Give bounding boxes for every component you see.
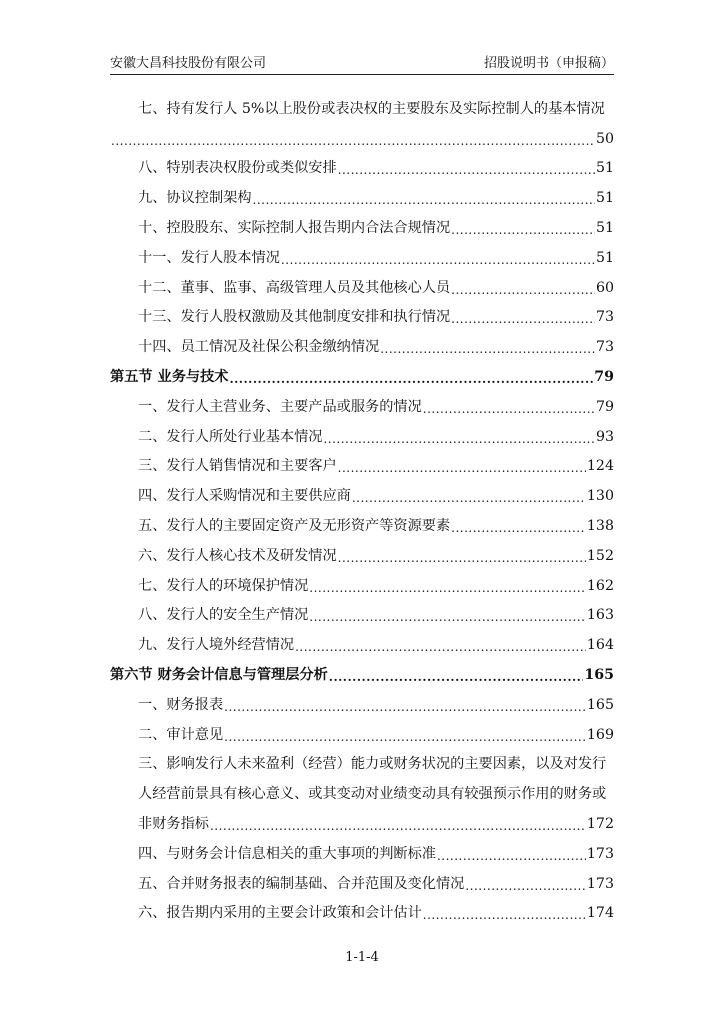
document-title: 招股说明书（申报稿） <box>483 56 614 71</box>
toc-dot-leader <box>281 249 595 267</box>
toc-entry[interactable] <box>110 624 614 654</box>
toc-entry-page: 51 <box>595 219 614 236</box>
toc-dot-leader <box>451 517 586 535</box>
toc-entry[interactable] <box>110 297 614 327</box>
toc-entry-page: 172 <box>586 815 614 832</box>
toc-entry-page: 163 <box>586 607 614 624</box>
toc-entry-page: 162 <box>586 577 614 594</box>
toc-entry[interactable] <box>110 803 614 833</box>
toc-entry[interactable] <box>110 565 614 595</box>
toc-entry-page: 152 <box>586 547 614 564</box>
toc-dot-leader <box>210 815 586 833</box>
toc-entry[interactable] <box>110 833 614 863</box>
toc-dot-leader <box>423 398 595 416</box>
toc-entry-page: 73 <box>595 339 614 356</box>
toc-entry[interactable] <box>110 505 614 535</box>
toc-entry-title: 第六节 财务会计信息与管理层分析 <box>110 666 328 683</box>
toc-entry-page: 165 <box>586 696 614 713</box>
toc-entry[interactable] <box>110 684 614 714</box>
toc-entry-page: 173 <box>586 875 614 892</box>
toc-dot-leader <box>380 338 595 356</box>
toc-dot-leader <box>329 666 584 684</box>
toc-entry-title: 第五节 业务与技术 <box>110 368 229 385</box>
toc-entry-title: 十三、发行人股权激励及其他制度安排和执行情况 <box>138 309 451 326</box>
toc-entry-title: 五、合并财务报表的编制基础、合并范围及变化情况 <box>138 875 465 892</box>
toc-entry-page: 51 <box>595 160 614 177</box>
toc-entry-title: 五、发行人的主要固定资产及无形资产等资源要素 <box>138 517 451 534</box>
toc-entry-title: 八、发行人的安全生产情况 <box>138 607 309 624</box>
toc-entry-title: 九、发行人境外经营情况 <box>138 637 295 654</box>
toc-dot-leader <box>253 189 595 207</box>
toc-entry[interactable] <box>110 416 614 446</box>
toc-entry-title: 十一、发行人股本情况 <box>138 249 280 266</box>
toc-entry-page: 164 <box>586 637 614 654</box>
toc-entry-page: 124 <box>586 458 614 475</box>
toc-dot-leader <box>309 606 586 624</box>
toc-entry-page: 73 <box>595 309 614 326</box>
toc-entry-title: 七、发行人的环境保护情况 <box>138 577 309 594</box>
toc-entry[interactable] <box>110 744 614 774</box>
toc-dot-leader <box>338 159 595 177</box>
toc-entry-title: 九、协议控制架构 <box>138 190 252 207</box>
toc-entry[interactable] <box>110 863 614 893</box>
toc-entry-title: 十二、董事、监事、高级管理人员及其他核心人员 <box>138 279 451 296</box>
toc-dot-leader <box>423 904 586 922</box>
toc-entry-page: 51 <box>595 190 614 207</box>
toc-entry[interactable] <box>110 88 614 118</box>
page-number: 1-1-4 <box>345 950 379 965</box>
table-of-contents <box>110 88 614 922</box>
toc-entry-title: 七、持有发行人 5%以上股份或表决权的主要股东及实际控制人的基本情况 <box>138 100 605 117</box>
toc-entry-page: 130 <box>586 488 614 505</box>
toc-entry[interactable] <box>110 714 614 744</box>
toc-entry-page: 50 <box>595 130 614 147</box>
toc-dot-leader <box>338 457 586 475</box>
toc-entry-page: 165 <box>584 666 614 683</box>
toc-dot-leader <box>352 487 586 505</box>
toc-section-entry[interactable] <box>110 356 614 386</box>
toc-entry-title: 十四、员工情况及社保公积金缴纳情况 <box>138 339 380 356</box>
toc-entry[interactable] <box>110 535 614 565</box>
toc-entry-title: 二、审计意见 <box>138 726 224 743</box>
toc-entry-title: 三、发行人销售情况和主要客户 <box>138 458 337 475</box>
toc-entry-page: 51 <box>595 249 614 266</box>
toc-entry-title: 四、与财务会计信息相关的重大事项的判断标准 <box>138 845 436 862</box>
toc-entry[interactable] <box>110 326 614 356</box>
toc-entry-page: 138 <box>586 517 614 534</box>
toc-entry-title: 六、报告期内采用的主要会计政策和会计估计 <box>138 905 422 922</box>
toc-dot-leader <box>338 547 586 565</box>
toc-dot-leader <box>295 636 586 654</box>
toc-entry[interactable] <box>110 446 614 476</box>
toc-dot-leader <box>451 279 595 297</box>
toc-entry-title: 人经营前景具有核心意义、或其变动对业绩变动具有较强预示作用的财务或 <box>138 786 607 803</box>
toc-entry-title: 四、发行人采购情况和主要供应商 <box>138 488 351 505</box>
toc-dot-leader <box>229 368 593 386</box>
toc-entry-page: 174 <box>586 905 614 922</box>
toc-entry-title: 一、财务报表 <box>138 696 224 713</box>
page-header <box>110 52 614 75</box>
toc-dot-leader <box>323 428 594 446</box>
toc-entry[interactable] <box>110 118 614 148</box>
toc-dot-leader <box>465 875 586 893</box>
toc-entry[interactable] <box>110 148 614 178</box>
toc-section-entry[interactable] <box>110 654 614 684</box>
toc-dot-leader <box>451 219 595 237</box>
toc-entry-title: 六、发行人核心技术及研发情况 <box>138 547 337 564</box>
toc-dot-leader <box>224 696 586 714</box>
toc-dot-leader <box>111 130 595 148</box>
toc-entry-title: 十、控股股东、实际控制人报告期内合法合规情况 <box>138 219 451 236</box>
toc-entry-page: 60 <box>595 279 614 296</box>
toc-entry[interactable] <box>110 893 614 923</box>
toc-entry-title: 非财务指标 <box>138 815 209 832</box>
toc-entry-page: 173 <box>586 845 614 862</box>
toc-entry-page: 79 <box>594 368 614 385</box>
toc-entry[interactable] <box>110 237 614 267</box>
toc-dot-leader <box>224 726 586 744</box>
toc-entry-title: 八、特别表决权股份或类似安排 <box>138 160 337 177</box>
toc-entry-title: 二、发行人所处行业基本情况 <box>138 428 323 445</box>
toc-entry-page: 169 <box>586 726 614 743</box>
company-name: 安徽大昌科技股份有限公司 <box>110 56 267 71</box>
toc-entry[interactable] <box>110 475 614 505</box>
toc-entry-title: 三、影响发行人未来盈利（经营）能力或财务状况的主要因素，以及对发行 <box>138 756 607 773</box>
toc-entry-page: 93 <box>595 428 614 445</box>
toc-dot-leader <box>437 845 586 863</box>
toc-entry-page: 79 <box>595 398 614 415</box>
toc-entry[interactable] <box>110 595 614 625</box>
toc-entry-title: 一、发行人主营业务、主要产品或服务的情况 <box>138 398 422 415</box>
toc-entry[interactable] <box>110 267 614 297</box>
toc-dot-leader <box>451 308 595 326</box>
toc-entry[interactable] <box>110 207 614 237</box>
toc-dot-leader <box>309 577 586 595</box>
toc-entry[interactable] <box>110 773 614 803</box>
toc-entry[interactable] <box>110 177 614 207</box>
toc-entry[interactable] <box>110 386 614 416</box>
